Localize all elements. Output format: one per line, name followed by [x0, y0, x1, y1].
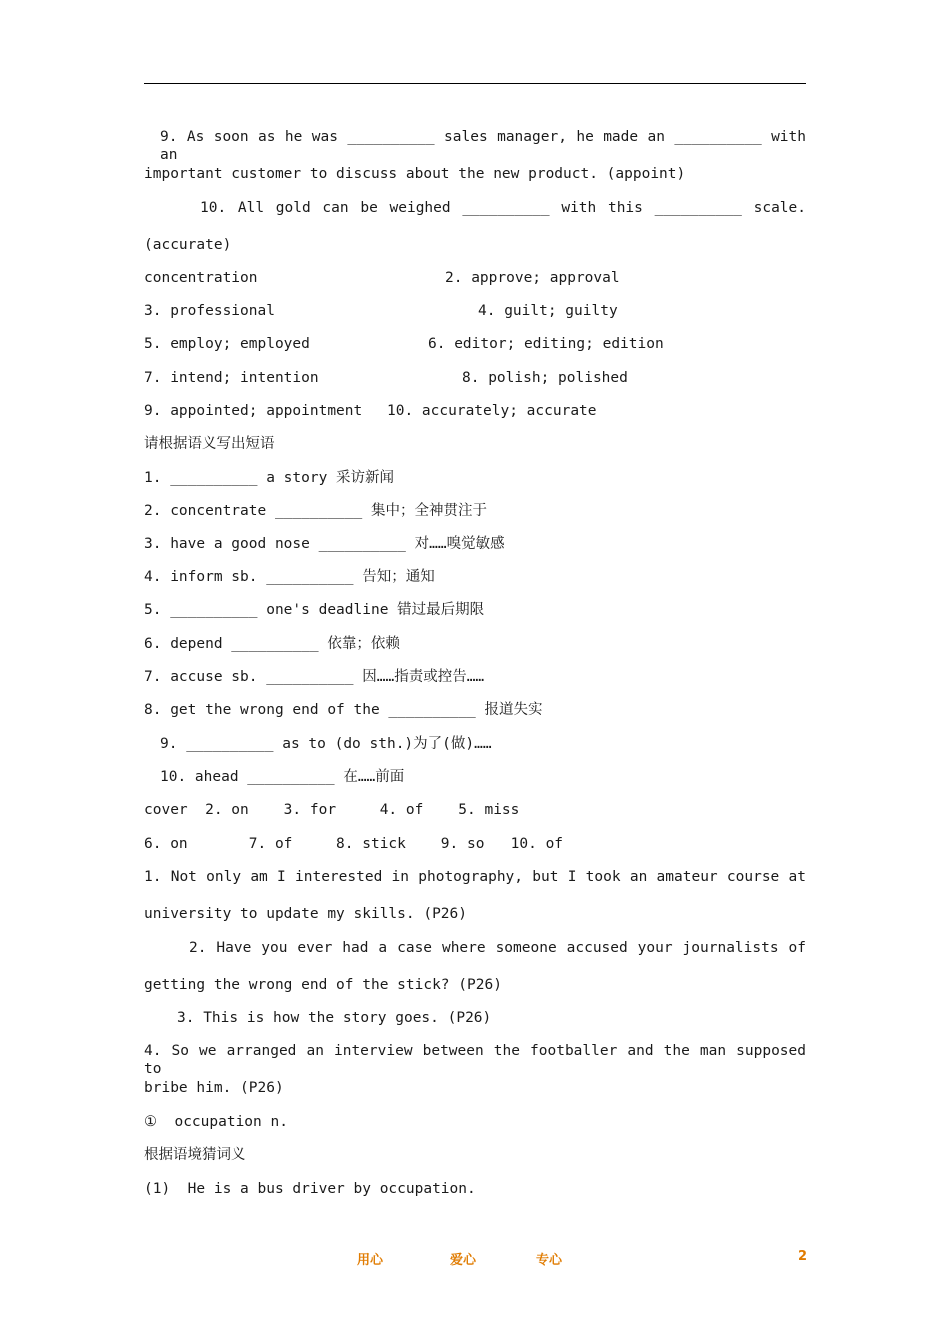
answer-3: 3. professional: [144, 303, 275, 319]
answer-9: 9. appointed; appointment: [144, 403, 363, 419]
sentence-3: 3. This is how the story goes. (P26): [177, 1010, 492, 1026]
phrase-item-6: 6. depend __________ 依靠；依赖: [144, 636, 400, 652]
section-heading-phrases: 请根据语义写出短语: [144, 436, 275, 452]
phrase-item-8: 8. get the wrong end of the __________ 报道失实: [144, 702, 543, 718]
exercise-10-line2: (accurate): [144, 237, 232, 253]
sentence-4-line1: 4. So we arranged an interview between the footballer and the man supposed to: [144, 1043, 806, 1077]
footer-motto-2: 爱心: [450, 1253, 477, 1268]
phrase-item-7: 7. accuse sb. __________ 因……指责或控告……: [144, 669, 485, 685]
answer-2: 2. approve; approval: [445, 270, 620, 286]
answer-7: 7. intend; intention: [144, 370, 319, 386]
exercise-10-line1: 10. All gold can be weighed __________ with this __________ scale.: [200, 200, 806, 216]
phrase-key-row-1: cover 2. on 3. for 4. of 5. miss: [144, 802, 520, 818]
footer-motto-3: 专心: [536, 1253, 563, 1268]
phrase-item-9: 9. __________ as to (do sth.)为了(做)……: [160, 736, 492, 752]
answer-10: 10. accurately; accurate: [387, 403, 597, 419]
section-heading-guess: 根据语境猜词义: [144, 1147, 246, 1163]
answer-4: 4. guilt; guilty: [478, 303, 618, 319]
phrase-item-5: 5. __________ one's deadline 错过最后期限: [144, 602, 485, 618]
page-number: 2: [798, 1249, 808, 1264]
sentence-4-line2: bribe him. (P26): [144, 1080, 284, 1096]
sentence-2-line1: 2. Have you ever had a case where someone accused your journalists of: [189, 940, 806, 956]
header-rule: [144, 83, 806, 84]
answer-1: concentration: [144, 270, 258, 286]
sentence-1-line2: university to update my skills. (P26): [144, 906, 468, 922]
footer-motto-1: 用心: [357, 1253, 384, 1268]
exercise-9-line1: 9. As soon as he was __________ sales manager, he made an __________ with an: [160, 129, 806, 163]
phrase-item-10: 10. ahead __________ 在……前面: [160, 769, 405, 785]
sentence-1-line1: 1. Not only am I interested in photography, but I took an amateur course at: [144, 869, 806, 885]
phrase-item-3: 3. have a good nose __________ 对……嗅觉敏感: [144, 536, 505, 552]
phrase-item-2: 2. concentrate __________ 集中；全神贯注于: [144, 503, 487, 519]
example-sentence-1: (1) He is a bus driver by occupation.: [144, 1181, 476, 1197]
sentence-2-line2: getting the wrong end of the stick? (P26): [144, 977, 502, 993]
exercise-9-line2: important customer to discuss about the new product. (appoint): [144, 166, 686, 182]
word-entry-occupation: ① occupation n.: [144, 1114, 288, 1130]
phrase-key-row-2: 6. on 7. of 8. stick 9. so 10. of: [144, 836, 564, 852]
phrase-item-1: 1. __________ a story 采访新闻: [144, 470, 395, 486]
answer-5: 5. employ; employed: [144, 336, 310, 352]
answer-8: 8. polish; polished: [462, 370, 628, 386]
phrase-item-4: 4. inform sb. __________ 告知；通知: [144, 569, 435, 585]
answer-6: 6. editor; editing; edition: [428, 336, 664, 352]
